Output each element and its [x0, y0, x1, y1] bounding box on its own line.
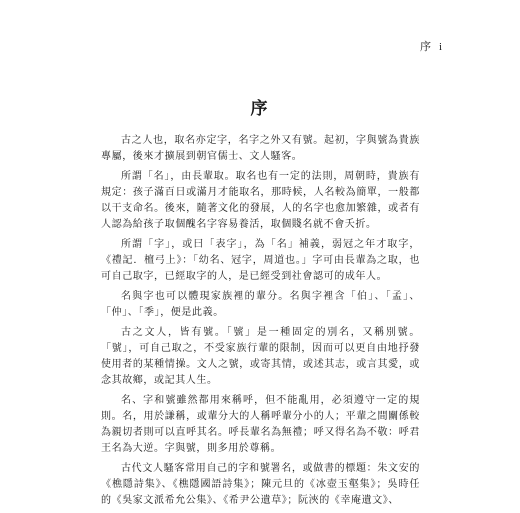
- paragraph: 名、字和號雖然都用來稱呼，但不能亂用，必須遵守一定的規則。名，用於謙稱，或輩分大的人稱呼輩分小的人；平輩之間關係較為親切者則可以直呼其名。呼長輩名為無禮；呼又得名為不敬：呼君王名為大逆。字與號，則多用於尊稱。: [101, 395, 420, 454]
- paragraph: 古代文人騷客常用自己的字和號署名，或做書的標題：朱文安的《樵隱詩集》、《樵隱國語詩集》；陳元旦的《冰壺玉壑集》；吳時任的《吳家文派希允公集》、《希尹公遺草》；阮浹的《幸庵遺文》、: [101, 463, 420, 506]
- paragraph: 所謂「字」，或曰「表字」，為「名」補義，弱冠之年才取字，《禮記．檀弓上》：「幼名、冠字，周道也。」字可由長輩為之取，也可自己取字，已經取字的人，是已經受到社會認可的成年人。: [101, 239, 420, 282]
- paragraph: 所謂「名」，由長輩取。取名也有一定的法則，周朝時，貴族有規定：孩子滿百日或滿月才能取名，那時候，人名較為簡單，一般都以干支命名。後來，隨著文化的發展，人的名字也愈加繁雜，或者有人認為給孩子取個醜名字容易養活，取個賤名就不會夭折。: [101, 171, 420, 230]
- body-text: [101, 133, 420, 513]
- running-header-title: 序: [419, 40, 437, 53]
- chapter-title: 序: [250, 99, 270, 119]
- running-header: [420, 38, 442, 54]
- paragraph: 名與字也可以體現家族裡的輩分。名與字裡含「伯」、「孟」、「仲」、「季」，便是此義。: [101, 291, 420, 318]
- paragraph: 古之文人，皆有號。「號」是一種固定的別名，又稱別號。「號」，可自己取之，不受家族行輩的限制，因而可以更自由地抒發使用者的某種情操。文人之號，或寄其情，或述其志，或言其愛，或念其故鄉，或記其人生。: [101, 327, 420, 386]
- page-number: i: [438, 41, 442, 53]
- paragraph: 古之人也，取名亦定字，名字之外又有號。起初，字與號為貴族專屬，後來才擴展到朝官儒士、文人騷客。: [101, 135, 420, 162]
